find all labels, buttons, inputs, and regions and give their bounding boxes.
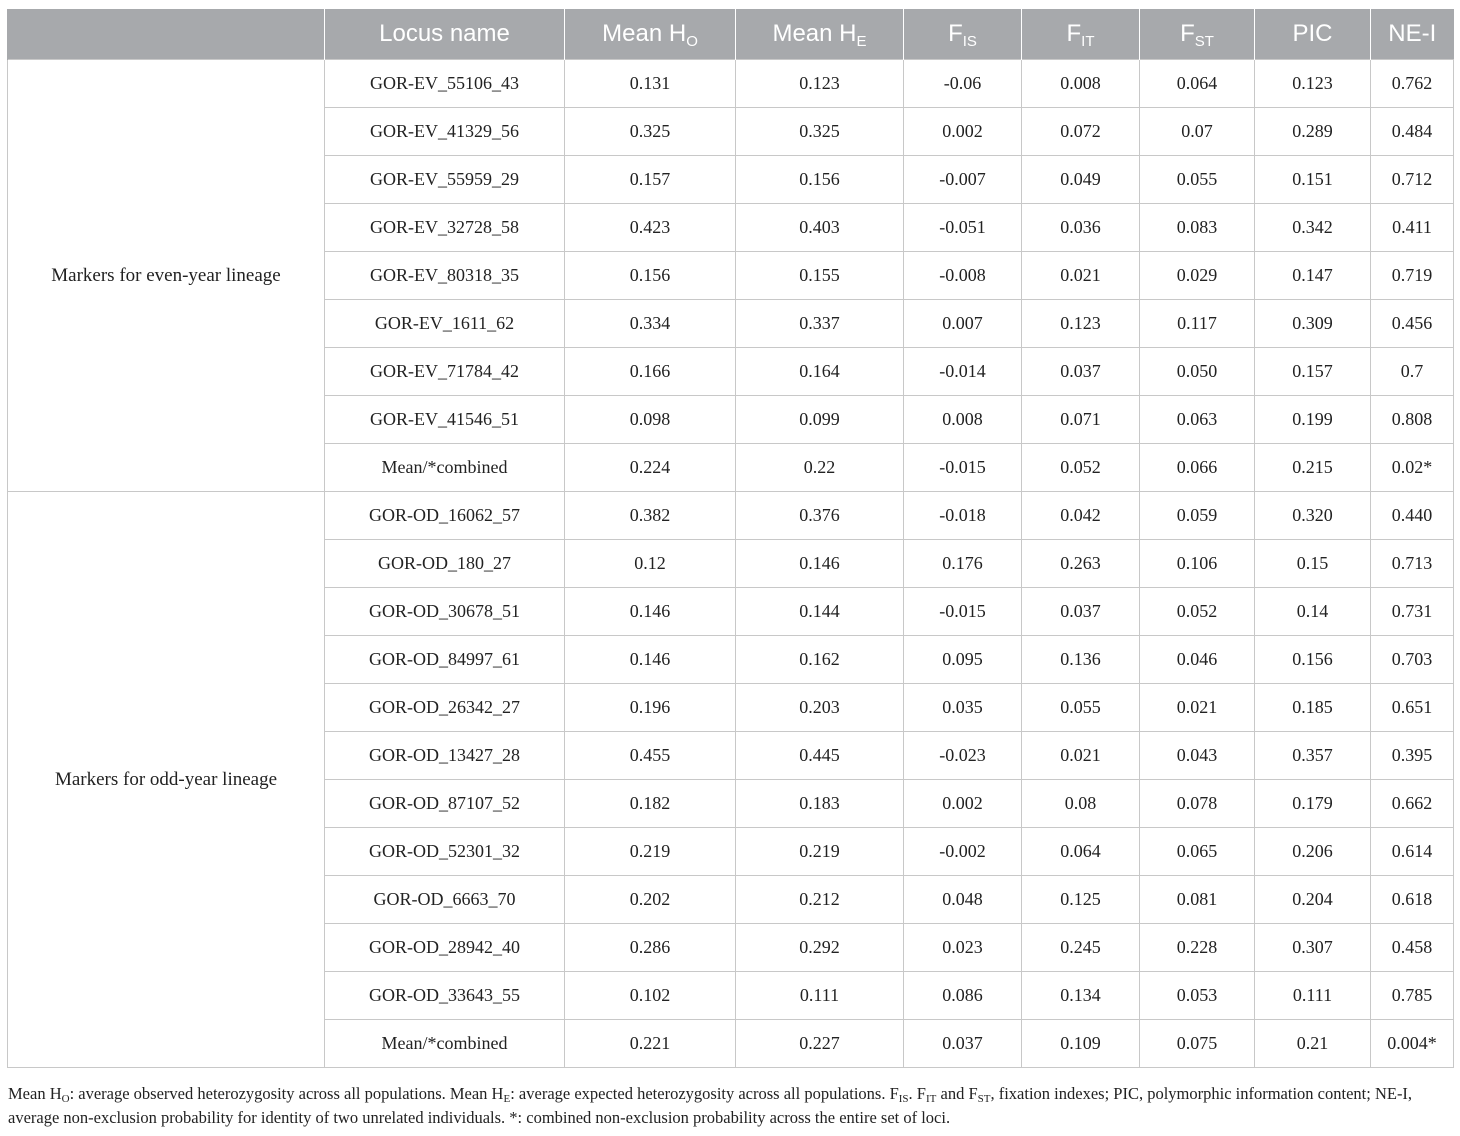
cell-mean-he: 0.219 [736,828,904,876]
cell-fis: 0.037 [904,1020,1022,1068]
cell-locus-name: GOR-OD_13427_28 [325,732,565,780]
cell-fit: 0.125 [1022,876,1140,924]
cell-ne-i: 0.785 [1371,972,1454,1020]
cell-locus-name: GOR-EV_55106_43 [325,60,565,108]
cell-fis: 0.048 [904,876,1022,924]
cell-pic: 0.215 [1255,444,1371,492]
header-pic: PIC [1255,9,1371,60]
cell-fit: 0.049 [1022,156,1140,204]
header-ne-i: NE-I [1371,9,1454,60]
cell-mean-ho: 0.166 [565,348,736,396]
cell-ne-i: 0.618 [1371,876,1454,924]
header-locus-name: Locus name [325,9,565,60]
header-fit: $F_{IT}$ [1022,9,1140,60]
cell-locus-name: GOR-EV_41546_51 [325,396,565,444]
cell-pic: 0.156 [1255,636,1371,684]
cell-locus-name: GOR-OD_33643_55 [325,972,565,1020]
cell-pic: 0.147 [1255,252,1371,300]
cell-mean-he: 0.445 [736,732,904,780]
cell-fis: 0.007 [904,300,1022,348]
cell-mean-ho: 0.131 [565,60,736,108]
cell-mean-ho: 0.382 [565,492,736,540]
cell-mean-ho: 0.219 [565,828,736,876]
cell-mean-ho: 0.182 [565,780,736,828]
cell-pic: 0.15 [1255,540,1371,588]
cell-pic: 0.357 [1255,732,1371,780]
cell-mean-he: 0.22 [736,444,904,492]
cell-pic: 0.206 [1255,828,1371,876]
cell-mean-ho: 0.286 [565,924,736,972]
cell-ne-i: 0.713 [1371,540,1454,588]
cell-fit: 0.072 [1022,108,1140,156]
cell-fis: 0.002 [904,780,1022,828]
cell-ne-i: 0.651 [1371,684,1454,732]
group-label: Markers for even-year lineage [8,60,325,492]
cell-fit: 0.064 [1022,828,1140,876]
cell-ne-i: 0.02* [1371,444,1454,492]
cell-ne-i: 0.440 [1371,492,1454,540]
cell-locus-name: GOR-OD_16062_57 [325,492,565,540]
cell-pic: 0.123 [1255,60,1371,108]
cell-mean-he: 0.325 [736,108,904,156]
cell-fit: 0.037 [1022,348,1140,396]
cell-pic: 0.179 [1255,780,1371,828]
cell-mean-he: 0.156 [736,156,904,204]
cell-mean-he: 0.376 [736,492,904,540]
cell-locus-name: GOR-EV_32728_58 [325,204,565,252]
cell-fis: 0.002 [904,108,1022,156]
cell-mean-he: 0.337 [736,300,904,348]
cell-mean-ho: 0.146 [565,588,736,636]
cell-mean-he: 0.212 [736,876,904,924]
cell-ne-i: 0.731 [1371,588,1454,636]
cell-fit: 0.037 [1022,588,1140,636]
cell-ne-i: 0.808 [1371,396,1454,444]
cell-mean-he: 0.099 [736,396,904,444]
cell-fis: -0.015 [904,444,1022,492]
cell-pic: 0.204 [1255,876,1371,924]
cell-locus-name: GOR-OD_6663_70 [325,876,565,924]
cell-fit: 0.134 [1022,972,1140,1020]
cell-mean-he: 0.183 [736,780,904,828]
cell-mean-ho: 0.146 [565,636,736,684]
cell-pic: 0.21 [1255,1020,1371,1068]
cell-pic: 0.199 [1255,396,1371,444]
cell-fit: 0.263 [1022,540,1140,588]
cell-ne-i: 0.004* [1371,1020,1454,1068]
table-footnote: Mean $H_O$: average observed heterozygosity across all populations. Mean $H_E$: average expected heterozygosity across all populations. $F_{IS}$. $F_{IT}$ and $F_{ST}$, fixation indexes; PIC, polymorphic information content; NE-I, average non-exclusion probability for identity of two unrelated individuals. *: combined non-exclusion probability across the entire set of loci. [8,1084,1413,1127]
cell-fst: 0.055 [1140,156,1255,204]
cell-locus-name: GOR-EV_55959_29 [325,156,565,204]
cell-fis: -0.008 [904,252,1022,300]
cell-pic: 0.151 [1255,156,1371,204]
cell-fit: 0.021 [1022,252,1140,300]
header-row [8,9,1454,60]
cell-fis: -0.06 [904,60,1022,108]
cell-fst: 0.043 [1140,732,1255,780]
cell-pic: 0.307 [1255,924,1371,972]
cell-fis: 0.008 [904,396,1022,444]
cell-pic: 0.309 [1255,300,1371,348]
cell-pic: 0.342 [1255,204,1371,252]
header-group [8,9,325,60]
cell-fit: 0.055 [1022,684,1140,732]
cell-locus-name: GOR-OD_28942_40 [325,924,565,972]
cell-mean-ho: 0.221 [565,1020,736,1068]
table-body [8,60,1454,1068]
cell-mean-ho: 0.224 [565,444,736,492]
cell-mean-he: 0.144 [736,588,904,636]
cell-ne-i: 0.395 [1371,732,1454,780]
cell-locus-name: GOR-OD_30678_51 [325,588,565,636]
table-row [8,60,1454,108]
cell-pic: 0.14 [1255,588,1371,636]
cell-mean-ho: 0.325 [565,108,736,156]
cell-locus-name: Mean/*combined [325,444,565,492]
cell-mean-he: 0.123 [736,60,904,108]
cell-mean-ho: 0.157 [565,156,736,204]
cell-fis: -0.014 [904,348,1022,396]
cell-fit: 0.071 [1022,396,1140,444]
cell-ne-i: 0.456 [1371,300,1454,348]
cell-fst: 0.021 [1140,684,1255,732]
cell-ne-i: 0.458 [1371,924,1454,972]
header-mean-ho: Mean $H_O$ [565,9,736,60]
cell-fis: 0.023 [904,924,1022,972]
cell-locus-name: GOR-EV_41329_56 [325,108,565,156]
cell-mean-he: 0.162 [736,636,904,684]
data-table [7,9,1454,1068]
header-fis: $F_{IS}$ [904,9,1022,60]
cell-locus-name: GOR-OD_87107_52 [325,780,565,828]
cell-locus-name: GOR-EV_80318_35 [325,252,565,300]
cell-fis: 0.095 [904,636,1022,684]
header-mean-he: Mean $H_E$ [736,9,904,60]
cell-fis: -0.007 [904,156,1022,204]
cell-locus-name: GOR-OD_52301_32 [325,828,565,876]
cell-pic: 0.111 [1255,972,1371,1020]
cell-fit: 0.109 [1022,1020,1140,1068]
group-label: Markers for odd-year lineage [8,492,325,1068]
cell-pic: 0.157 [1255,348,1371,396]
cell-ne-i: 0.662 [1371,780,1454,828]
cell-fst: 0.052 [1140,588,1255,636]
cell-fit: 0.021 [1022,732,1140,780]
cell-fis: 0.035 [904,684,1022,732]
cell-fit: 0.036 [1022,204,1140,252]
cell-fis: -0.023 [904,732,1022,780]
cell-mean-he: 0.146 [736,540,904,588]
cell-pic: 0.185 [1255,684,1371,732]
cell-fst: 0.053 [1140,972,1255,1020]
cell-fst: 0.066 [1140,444,1255,492]
cell-ne-i: 0.703 [1371,636,1454,684]
cell-fst: 0.064 [1140,60,1255,108]
cell-mean-ho: 0.196 [565,684,736,732]
cell-fst: 0.228 [1140,924,1255,972]
cell-fst: 0.083 [1140,204,1255,252]
cell-fit: 0.008 [1022,60,1140,108]
cell-pic: 0.289 [1255,108,1371,156]
cell-fst: 0.046 [1140,636,1255,684]
cell-ne-i: 0.712 [1371,156,1454,204]
cell-fis: -0.051 [904,204,1022,252]
header-fst: $F_{ST}$ [1140,9,1255,60]
cell-mean-ho: 0.102 [565,972,736,1020]
cell-fst: 0.065 [1140,828,1255,876]
cell-mean-he: 0.403 [736,204,904,252]
cell-locus-name: GOR-EV_71784_42 [325,348,565,396]
cell-fst: 0.029 [1140,252,1255,300]
cell-mean-ho: 0.334 [565,300,736,348]
table-row [8,492,1454,540]
cell-fis: -0.002 [904,828,1022,876]
cell-ne-i: 0.762 [1371,60,1454,108]
cell-fit: 0.245 [1022,924,1140,972]
cell-fis: 0.176 [904,540,1022,588]
cell-fst: 0.063 [1140,396,1255,444]
cell-locus-name: Mean/*combined [325,1020,565,1068]
cell-fit: 0.123 [1022,300,1140,348]
cell-mean-he: 0.111 [736,972,904,1020]
cell-mean-ho: 0.455 [565,732,736,780]
cell-fst: 0.078 [1140,780,1255,828]
cell-mean-he: 0.292 [736,924,904,972]
cell-mean-he: 0.164 [736,348,904,396]
cell-locus-name: GOR-EV_1611_62 [325,300,565,348]
cell-fst: 0.106 [1140,540,1255,588]
cell-mean-ho: 0.098 [565,396,736,444]
cell-mean-ho: 0.423 [565,204,736,252]
cell-fst: 0.050 [1140,348,1255,396]
cell-mean-he: 0.227 [736,1020,904,1068]
cell-mean-ho: 0.156 [565,252,736,300]
cell-mean-he: 0.155 [736,252,904,300]
cell-ne-i: 0.484 [1371,108,1454,156]
cell-ne-i: 0.719 [1371,252,1454,300]
cell-locus-name: GOR-OD_84997_61 [325,636,565,684]
cell-locus-name: GOR-OD_180_27 [325,540,565,588]
cell-pic: 0.320 [1255,492,1371,540]
cell-fit: 0.042 [1022,492,1140,540]
cell-fis: -0.018 [904,492,1022,540]
data-table-container [7,9,1453,1068]
cell-ne-i: 0.614 [1371,828,1454,876]
cell-fst: 0.075 [1140,1020,1255,1068]
cell-fit: 0.08 [1022,780,1140,828]
cell-fst: 0.081 [1140,876,1255,924]
cell-mean-ho: 0.12 [565,540,736,588]
cell-ne-i: 0.411 [1371,204,1454,252]
cell-mean-ho: 0.202 [565,876,736,924]
cell-locus-name: GOR-OD_26342_27 [325,684,565,732]
cell-fit: 0.052 [1022,444,1140,492]
cell-fst: 0.059 [1140,492,1255,540]
cell-fis: 0.086 [904,972,1022,1020]
cell-ne-i: 0.7 [1371,348,1454,396]
cell-fis: -0.015 [904,588,1022,636]
cell-mean-he: 0.203 [736,684,904,732]
cell-fst: 0.07 [1140,108,1255,156]
cell-fst: 0.117 [1140,300,1255,348]
cell-fit: 0.136 [1022,636,1140,684]
